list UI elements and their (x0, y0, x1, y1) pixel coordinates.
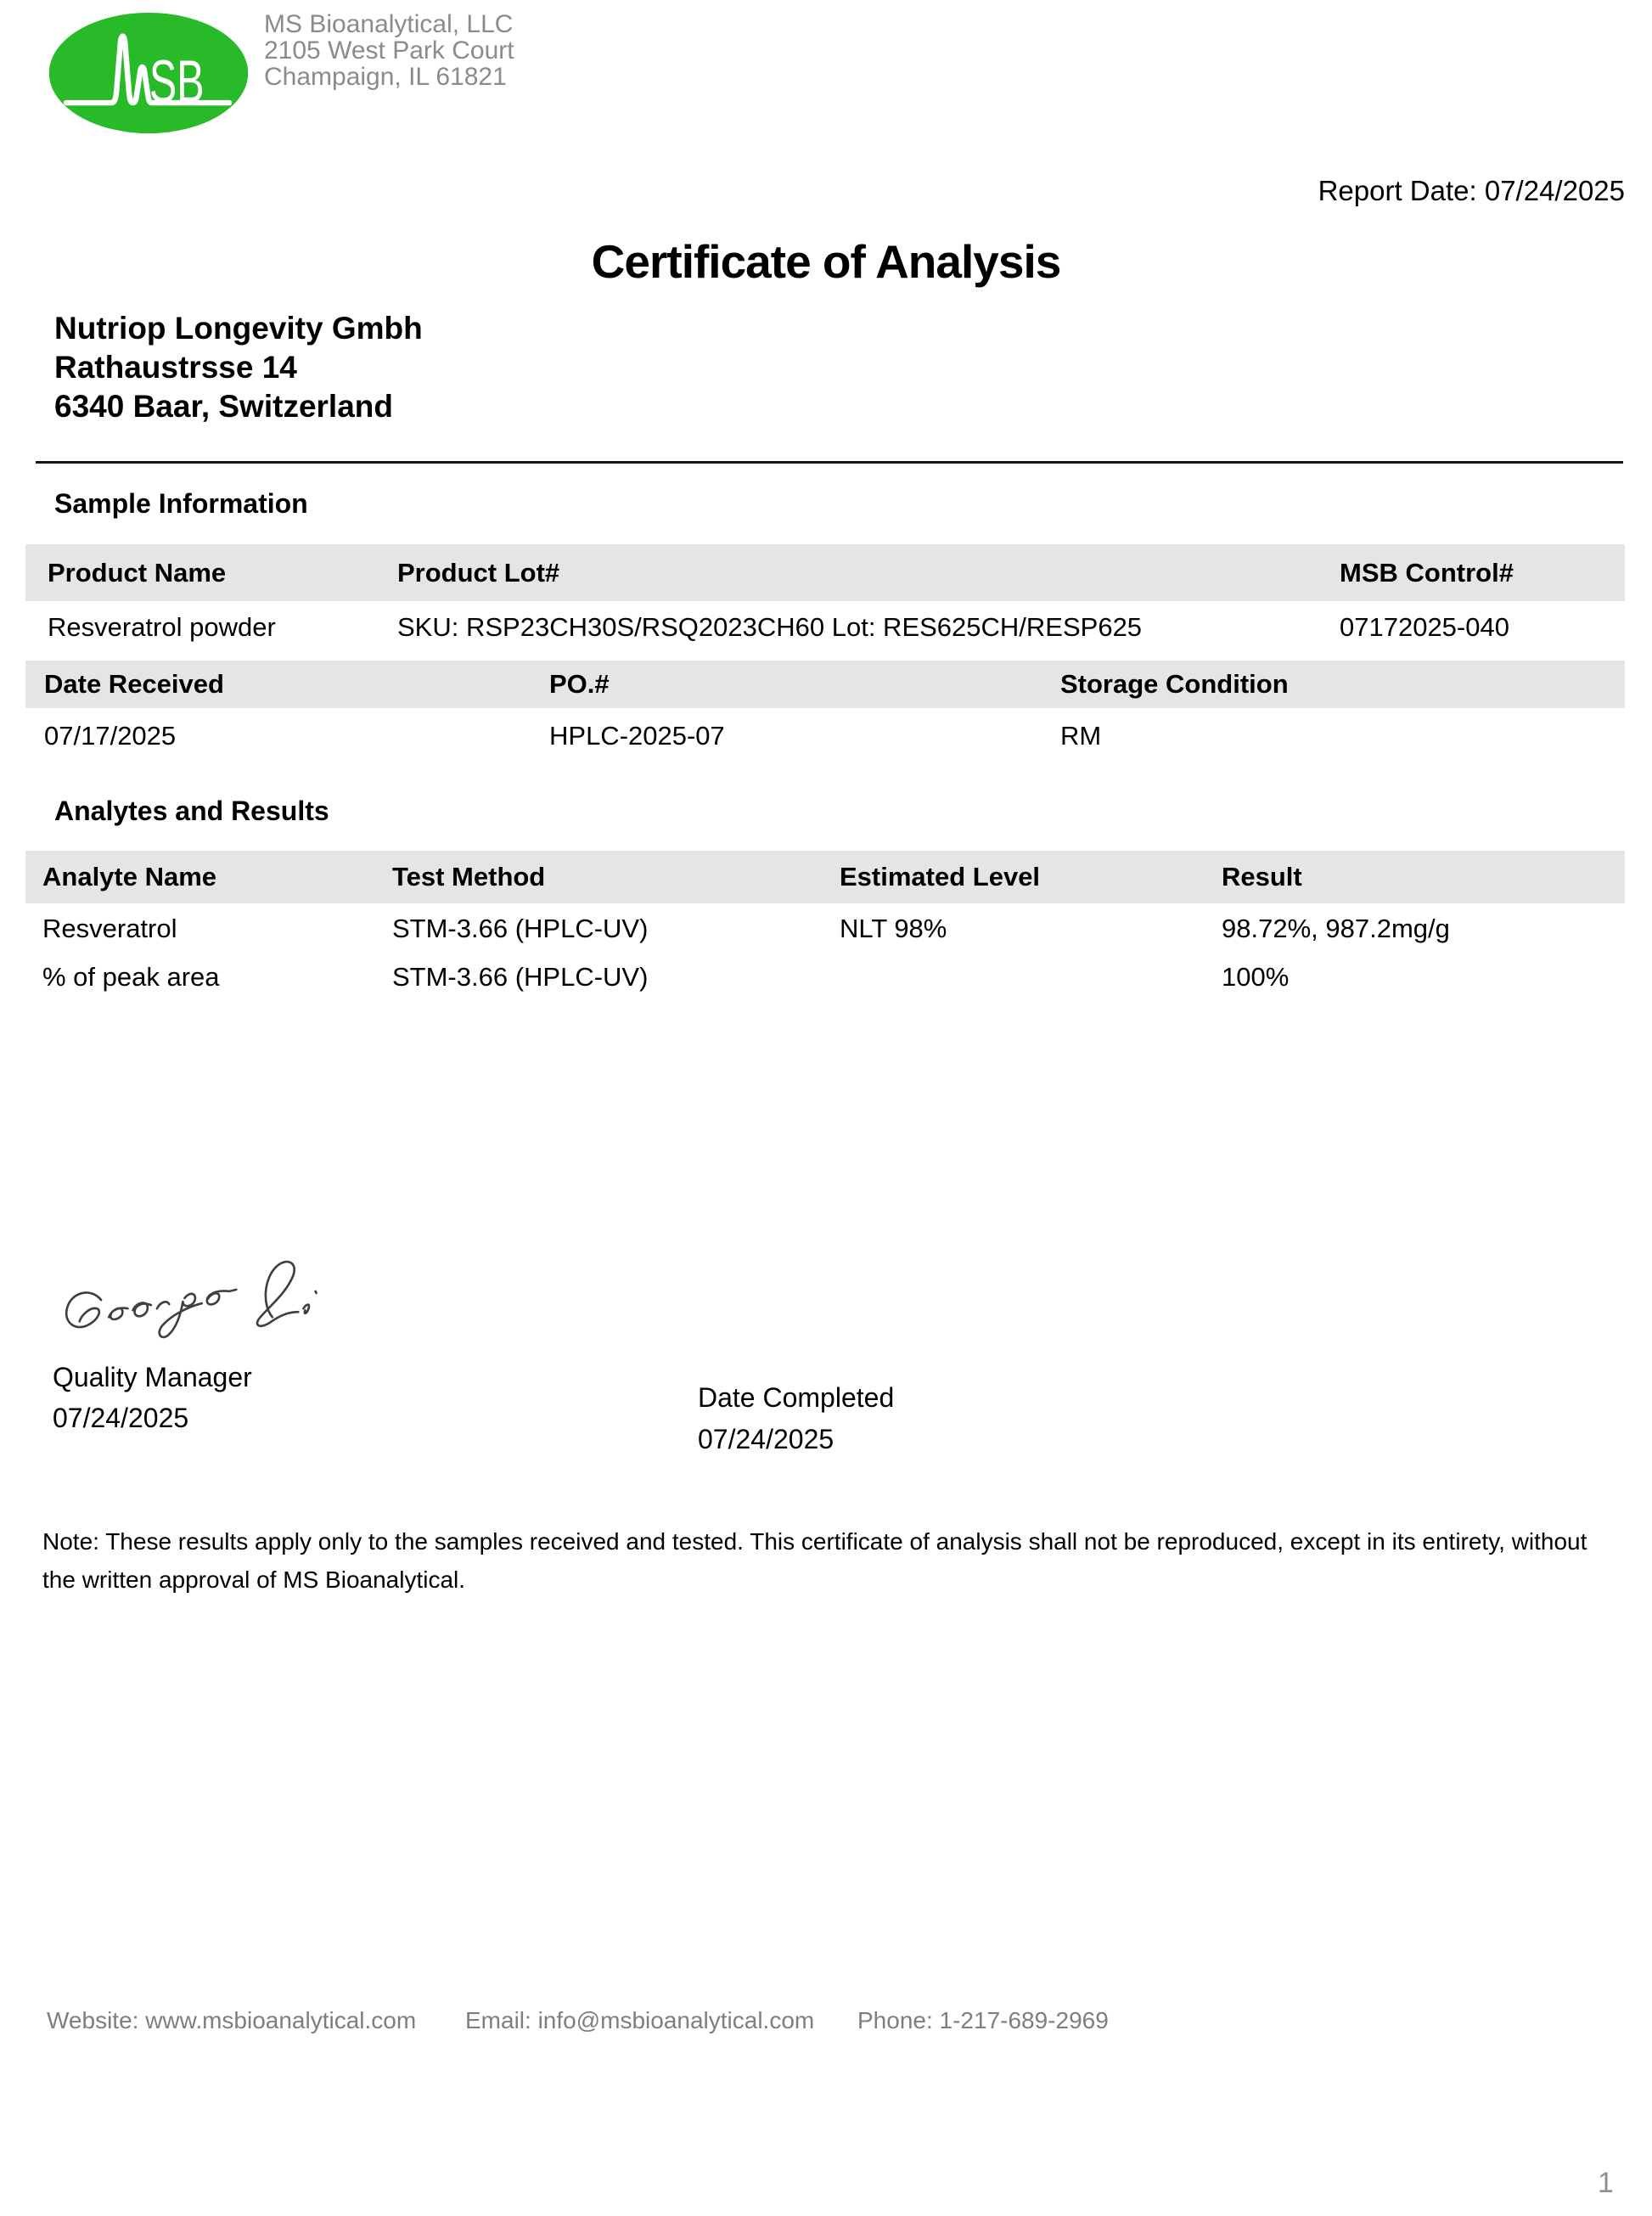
footer-website: Website: www.msbioanalytical.com (47, 2007, 417, 2033)
product-table-header-row (25, 544, 1625, 601)
cell-result: 98.72%, 987.2mg/g (1222, 914, 1450, 943)
footer-phone: Phone: 1-217-689-2969 (857, 2007, 1109, 2033)
cell-product-lot: SKU: RSP23CH30S/RSQ2023CH60 Lot: RES625CH/RESP625 (397, 612, 1143, 642)
company-street: 2105 West Park Court (264, 37, 514, 65)
cell-po-number: HPLC-2025-07 (549, 721, 725, 751)
cell-result: 100% (1222, 962, 1290, 992)
company-city: Champaign, IL 61821 (264, 63, 507, 91)
header-cell-product-lot: Product Lot# (397, 557, 560, 588)
logo-text: SB (149, 48, 205, 115)
company-address (264, 11, 514, 90)
header-cell-test-method: Test Method (392, 862, 546, 891)
cell-test-method: STM-3.66 (HPLC-UV) (392, 962, 649, 992)
signer-block (53, 1357, 252, 1438)
document-title: Certificate of Analysis (591, 235, 1061, 288)
receipt-table-header-row (25, 661, 1625, 708)
footer-email: Email: info@msbioanalytical.com (465, 2007, 815, 2033)
cell-analyte-name: % of peak area (42, 962, 220, 992)
cell-estimated-level: NLT 98% (840, 914, 947, 943)
header-cell-msb-control: MSB Control# (1340, 557, 1514, 588)
header-cell-storage-condition: Storage Condition (1060, 669, 1289, 699)
header-cell-analyte-name: Analyte Name (42, 862, 217, 891)
company-name: MS Bioanalytical, LLC (264, 10, 514, 38)
analytes-table-header-row (25, 851, 1625, 903)
header-cell-estimated-level: Estimated Level (840, 862, 1041, 891)
report-date: Report Date: 07/24/2025 (1318, 175, 1625, 206)
section-heading-sample-information: Sample Information (54, 488, 308, 519)
cell-storage-condition: RM (1060, 721, 1102, 751)
cell-msb-control: 07172025-040 (1340, 612, 1509, 642)
signature-image (47, 1238, 331, 1358)
header-cell-po-number: PO.# (549, 669, 610, 699)
date-completed-label: Date Completed (698, 1382, 895, 1413)
cell-analyte-name: Resveratrol (42, 914, 177, 943)
analytes-table-row (25, 962, 1625, 993)
section-heading-analytes-results: Analytes and Results (54, 796, 329, 826)
receipt-table-row (25, 721, 1625, 751)
header-cell-result: Result (1222, 862, 1302, 891)
header-cell-product-name: Product Name (48, 557, 227, 588)
cell-estimated-level (840, 962, 1222, 993)
client-street: Rathaustrsse 14 (54, 350, 297, 385)
logo-ellipse (49, 13, 248, 133)
date-completed-block (698, 1377, 894, 1460)
page-number: 1 (1598, 2167, 1614, 2199)
signer-title: Quality Manager (53, 1362, 252, 1392)
msb-logo (47, 10, 250, 136)
handwritten-signature-strokes (66, 1262, 316, 1337)
section-divider (36, 461, 1623, 464)
header-cell-date-received: Date Received (44, 669, 224, 699)
client-address (54, 309, 423, 426)
cell-product-name: Resveratrol powder (48, 612, 276, 642)
date-completed-value: 07/24/2025 (698, 1424, 834, 1454)
cell-date-received: 07/17/2025 (44, 721, 177, 751)
product-table-row (25, 612, 1625, 643)
client-name: Nutriop Longevity Gmbh (54, 311, 423, 346)
cell-test-method: STM-3.66 (HPLC-UV) (392, 914, 649, 943)
signature-date: 07/24/2025 (53, 1403, 189, 1433)
client-city: 6340 Baar, Switzerland (54, 389, 393, 424)
analytes-table-row (25, 914, 1625, 944)
note-text: Note: These results apply only to the samples received and tested. This certificate of analysis shall not be reproduced, except in its entirety, without the written approval of MS Bioanalytical. (42, 1528, 1587, 1593)
